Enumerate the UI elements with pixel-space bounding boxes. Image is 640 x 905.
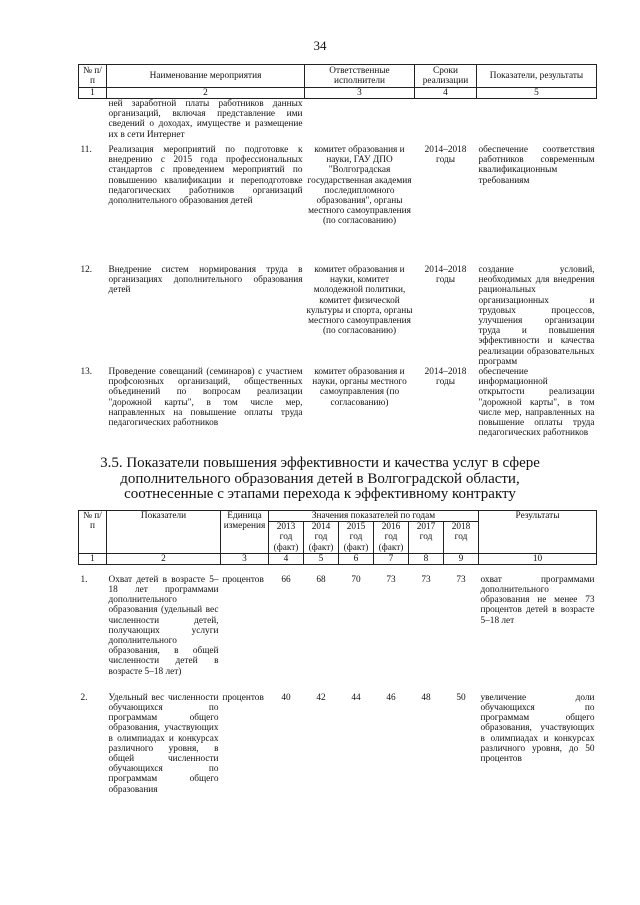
column-number-row [79, 88, 597, 99]
table-header-row [79, 511, 597, 522]
section-title: 3.5. Показатели повышения эффективности и качества услуг в сфере дополнительного образования детей в Волгоградской области, соотнесенные с этапами перехода к эффективному контракту [100, 455, 540, 502]
header-values: Значения показателей по годам [269, 511, 479, 522]
value-2015: 70 [351, 574, 361, 585]
header-result: Показатели, результаты [477, 65, 597, 88]
value-2013: 40 [281, 692, 291, 703]
value-2017: 48 [421, 692, 431, 703]
period: 2014–2018 годы [424, 367, 467, 388]
col-number: 2 [107, 88, 305, 99]
result: создание условий, необходимых для внедрения рациональных организационных и трудовых процессов, улучшения организации труда и повышения эффективности и качества реализации образовательных программ [478, 265, 595, 367]
col-number: 10 [479, 553, 597, 564]
col-number: 6 [339, 553, 374, 564]
indicator-name: Охват детей в возрасте 5–18 лет программами дополнительного образования (удельный вес численности детей, получающих услуги дополнительного образования, в общей численности детей в возрасте 5–18 лет) [108, 574, 219, 677]
table-row [79, 575, 597, 693]
col-number: 1 [79, 88, 107, 99]
table-row [79, 367, 597, 438]
indicators-table [78, 510, 597, 813]
result: обеспечение информационной открытости реализации "дорожной карты", в том числе мер, направленных на повышение оплаты труда педагогических работников [478, 367, 595, 439]
table-row [79, 693, 597, 813]
row-number: 2. [80, 692, 88, 703]
col-number: 1 [79, 553, 107, 564]
unit: процентов [222, 574, 264, 585]
measure-name: Внедрение систем нормирования труда в организациях дополнительного образования детей [108, 265, 303, 296]
responsible: комитет образования и науки, комитет молодежной политики, комитет физической культуры и спорта, органы местного самоуправления (по согласованию) [306, 265, 413, 337]
header-name: Наименование мероприятия [107, 65, 305, 88]
responsible: комитет образования и науки, органы местного самоуправления (по согласованию) [312, 367, 407, 408]
unit: процентов [222, 692, 264, 703]
table-header-row [79, 65, 597, 88]
header-num: № п/п [79, 65, 107, 88]
result: охват программами дополнительного образования не менее 73 процентов детей в возрасте 5–18 лет [480, 574, 595, 626]
header-indicator: Показатели [107, 511, 221, 554]
value-2013: 66 [281, 574, 291, 585]
col-number: 7 [374, 553, 409, 564]
header-responsible: Ответственные исполнители [305, 65, 415, 88]
continuation-text: ней заработной платы работников данных организаций, включая представление ими сведений о доходах, имуществе и размещение их в сети Интернет [108, 99, 303, 140]
col-number: 9 [444, 553, 479, 564]
year-header: 2017 год [409, 522, 444, 554]
year-header: 2015 год (факт) [339, 522, 374, 554]
col-number: 8 [409, 553, 444, 564]
measure-name: Реализация мероприятий по подготовке к внедрению с 2015 года профессиональных стандартов с проведением мероприятий по повышению квалификации и переподготовке педагогических работников организаций дополнительного образования детей [108, 145, 303, 207]
row-number: 13. [80, 367, 93, 378]
year-header: 2018 год [444, 522, 479, 554]
page-number: 34 [313, 38, 327, 53]
value-2017: 73 [421, 574, 431, 585]
col-number: 2 [107, 553, 221, 564]
row-number: 11. [80, 145, 92, 155]
col-number: 5 [304, 553, 339, 564]
measures-table [78, 64, 597, 438]
responsible: комитет образования и науки, ГАУ ДПО "Волгоградская государственная академия последипломного образования", органы местного самоуправления (по согласованию) [307, 145, 412, 227]
value-2014: 42 [316, 692, 326, 703]
header-results: Результаты [479, 511, 597, 554]
col-number: 3 [305, 88, 415, 99]
value-2018: 50 [456, 692, 466, 703]
value-2016: 73 [386, 574, 396, 585]
value-2015: 44 [351, 692, 361, 703]
period: 2014–2018 годы [424, 145, 467, 166]
value-2014: 68 [316, 574, 326, 585]
table-row [79, 145, 597, 265]
measure-name: Проведение совещаний (семинаров) с участием профсоюзных организаций, общественных объединений по вопросам реализации "дорожной карты", в том числе мер, направленных на повышение оплаты труда педагогических работников [108, 367, 303, 429]
header-unit: Единица измерения [221, 511, 269, 554]
result: обеспечение соответствия работников современным квалификационным требованиям [478, 145, 595, 186]
row-number: 1. [80, 574, 88, 585]
value-2018: 73 [456, 574, 466, 585]
col-number: 3 [221, 553, 269, 564]
year-header: 2013 год (факт) [269, 522, 304, 554]
column-number-row [79, 553, 597, 564]
table-row [79, 265, 597, 367]
year-header: 2016 год (факт) [374, 522, 409, 554]
row-number: 12. [80, 265, 93, 275]
col-number: 5 [477, 88, 597, 99]
col-number: 4 [269, 553, 304, 564]
period: 2014–2018 годы [424, 265, 467, 286]
year-header: 2014 год (факт) [304, 522, 339, 554]
header-num: № п/п [79, 511, 107, 554]
indicator-name: Удельный вес численности обучающихся по программам общего образования, участвующих в олимпиадах и конкурсах различного уровня, в общей численности обучающихся по программам общего образования [108, 692, 219, 795]
value-2016: 46 [386, 692, 396, 703]
table-row [79, 99, 597, 146]
header-period: Сроки реализации [415, 65, 477, 88]
col-number: 4 [415, 88, 477, 99]
result: увеличение доли обучающихся по программам общего образования, участвующих в олимпиадах и конкурсах различного уровня, до 50 процентов [480, 692, 595, 765]
